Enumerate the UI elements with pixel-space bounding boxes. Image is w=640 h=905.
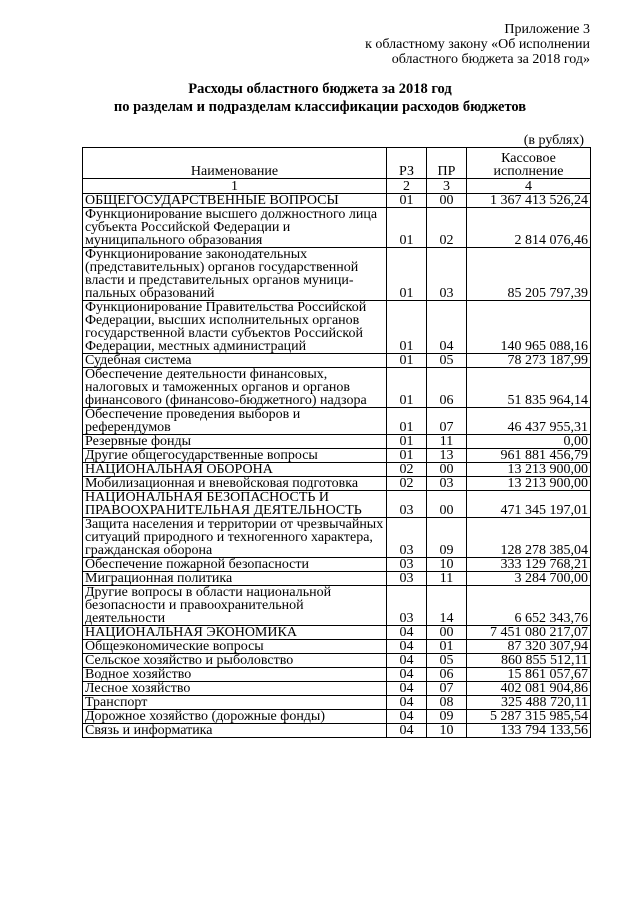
- row-pr: 03: [427, 248, 467, 301]
- row-sum: 471 345 197,01: [467, 491, 591, 518]
- row-pr: 14: [427, 586, 467, 626]
- row-pr: 00: [427, 463, 467, 477]
- row-rz: 01: [387, 408, 427, 435]
- column-number-row: [83, 179, 591, 194]
- row-name: Общеэкономические вопросы: [83, 640, 387, 654]
- row-rz: 01: [387, 435, 427, 449]
- row-rz: 01: [387, 449, 427, 463]
- row-sum: 15 861 057,67: [467, 668, 591, 682]
- row-sum: 0,00: [467, 435, 591, 449]
- table-row: [83, 248, 591, 301]
- row-name: Обеспечение проведения выборов и референдумов: [83, 408, 387, 435]
- header-pr: ПР: [427, 148, 467, 179]
- row-name: Мобилизационная и вневойсковая подготовка: [83, 477, 387, 491]
- row-pr: 06: [427, 368, 467, 408]
- row-rz: 01: [387, 208, 427, 248]
- table-row: [83, 668, 591, 682]
- row-rz: 04: [387, 668, 427, 682]
- row-rz: 01: [387, 354, 427, 368]
- row-pr: 04: [427, 301, 467, 354]
- row-name: Функционирование высшего должностного лица субъекта Российской Федерации и муниципального образования: [83, 208, 387, 248]
- table-row: [83, 572, 591, 586]
- row-pr: 00: [427, 491, 467, 518]
- table-row: [83, 586, 591, 626]
- row-rz: 04: [387, 654, 427, 668]
- row-pr: 07: [427, 682, 467, 696]
- row-rz: 02: [387, 477, 427, 491]
- row-sum: 1 367 413 526,24: [467, 194, 591, 208]
- row-name: Другие общегосударственные вопросы: [83, 449, 387, 463]
- row-name: Защита населения и территории от чрезвычайных ситуаций природного и техногенного характера, гражданская оборона: [83, 518, 387, 558]
- row-rz: 03: [387, 491, 427, 518]
- row-name: Обеспечение деятельности финансовых, налоговых и таможенных органов и органов финансового (финансово-бюджетного) надзора: [83, 368, 387, 408]
- appendix-line: Приложение 3: [504, 22, 590, 37]
- table-row: [83, 682, 591, 696]
- table-row: [83, 626, 591, 640]
- row-rz: 03: [387, 558, 427, 572]
- row-name: Связь и информатика: [83, 724, 387, 738]
- row-rz: 01: [387, 301, 427, 354]
- row-sum: 78 273 187,99: [467, 354, 591, 368]
- appendix-line: к областному закону «Об исполнении: [365, 37, 590, 52]
- table-row: [83, 696, 591, 710]
- row-name: Резервные фонды: [83, 435, 387, 449]
- table-row: [83, 194, 591, 208]
- budget-table: [82, 147, 591, 738]
- row-sum: 6 652 343,76: [467, 586, 591, 626]
- row-pr: 00: [427, 626, 467, 640]
- row-rz: 03: [387, 586, 427, 626]
- column-number: 2: [387, 179, 427, 194]
- row-pr: 05: [427, 354, 467, 368]
- row-name: Обеспечение пожарной безопасности: [83, 558, 387, 572]
- row-pr: 06: [427, 668, 467, 682]
- row-rz: 01: [387, 368, 427, 408]
- appendix-note: [290, 22, 590, 67]
- row-pr: 11: [427, 572, 467, 586]
- row-pr: 13: [427, 449, 467, 463]
- row-rz: 02: [387, 463, 427, 477]
- row-rz: 04: [387, 696, 427, 710]
- row-sum: 402 081 904,86: [467, 682, 591, 696]
- row-rz: 01: [387, 194, 427, 208]
- row-sum: 5 287 315 985,54: [467, 710, 591, 724]
- row-name: Функционирование Правительства Российской Федерации, высших исполнительных органов государственной власти субъектов Российской Федерации, местных администраций: [83, 301, 387, 354]
- row-name: ОБЩЕГОСУДАРСТВЕННЫЕ ВОПРОСЫ: [83, 194, 387, 208]
- row-name: НАЦИОНАЛЬНАЯ ОБОРОНА: [83, 463, 387, 477]
- row-pr: 08: [427, 696, 467, 710]
- row-name: Транспорт: [83, 696, 387, 710]
- row-sum: 2 814 076,46: [467, 208, 591, 248]
- row-name: Сельское хозяйство и рыболовство: [83, 654, 387, 668]
- row-sum: 46 437 955,31: [467, 408, 591, 435]
- table-row: [83, 208, 591, 248]
- row-name: НАЦИОНАЛЬНАЯ БЕЗОПАСНОСТЬ И ПРАВООХРАНИТЕЛЬНАЯ ДЕЯТЕЛЬНОСТЬ: [83, 491, 387, 518]
- table-row: [83, 463, 591, 477]
- table-row: [83, 558, 591, 572]
- header-name: Наименование: [83, 148, 387, 179]
- row-rz: 04: [387, 724, 427, 738]
- table-header-row: [83, 148, 591, 179]
- row-name: Функционирование законодательных (представительных) органов государственной власти и представительных органов муници-пальных образований: [83, 248, 387, 301]
- row-sum: 85 205 797,39: [467, 248, 591, 301]
- row-rz: 04: [387, 682, 427, 696]
- table-row: [83, 491, 591, 518]
- row-rz: 01: [387, 248, 427, 301]
- row-rz: 04: [387, 626, 427, 640]
- row-sum: 961 881 456,79: [467, 449, 591, 463]
- row-rz: 03: [387, 572, 427, 586]
- column-number: 3: [427, 179, 467, 194]
- table-row: [83, 518, 591, 558]
- row-rz: 03: [387, 518, 427, 558]
- table-row: [83, 408, 591, 435]
- table-row: [83, 710, 591, 724]
- appendix-line: областного бюджета за 2018 год»: [391, 52, 590, 67]
- title-line: Расходы областного бюджета за 2018 год: [188, 81, 452, 97]
- header-rz: РЗ: [387, 148, 427, 179]
- table-row: [83, 368, 591, 408]
- column-number: 4: [467, 179, 591, 194]
- table-row: [83, 449, 591, 463]
- row-pr: 10: [427, 724, 467, 738]
- row-pr: 10: [427, 558, 467, 572]
- row-sum: 133 794 133,56: [467, 724, 591, 738]
- table-row: [83, 301, 591, 354]
- row-sum: 13 213 900,00: [467, 477, 591, 491]
- row-sum: 87 320 307,94: [467, 640, 591, 654]
- row-sum: 140 965 088,16: [467, 301, 591, 354]
- row-rz: 04: [387, 710, 427, 724]
- row-name: Миграционная политика: [83, 572, 387, 586]
- row-sum: 51 835 964,14: [467, 368, 591, 408]
- row-name: Лесное хозяйство: [83, 682, 387, 696]
- row-sum: 3 284 700,00: [467, 572, 591, 586]
- document-title: [0, 80, 640, 116]
- row-name: НАЦИОНАЛЬНАЯ ЭКОНОМИКА: [83, 626, 387, 640]
- row-sum: 325 488 720,11: [467, 696, 591, 710]
- row-sum: 333 129 768,21: [467, 558, 591, 572]
- row-sum: 7 451 080 217,07: [467, 626, 591, 640]
- row-pr: 07: [427, 408, 467, 435]
- row-pr: 05: [427, 654, 467, 668]
- row-name: Дорожное хозяйство (дорожные фонды): [83, 710, 387, 724]
- table-row: [83, 640, 591, 654]
- row-pr: 09: [427, 710, 467, 724]
- row-name: Водное хозяйство: [83, 668, 387, 682]
- row-pr: 09: [427, 518, 467, 558]
- row-pr: 03: [427, 477, 467, 491]
- table-row: [83, 435, 591, 449]
- row-pr: 01: [427, 640, 467, 654]
- row-pr: 02: [427, 208, 467, 248]
- row-pr: 11: [427, 435, 467, 449]
- row-sum: 13 213 900,00: [467, 463, 591, 477]
- title-line: по разделам и подразделам классификации расходов бюджетов: [113, 99, 527, 115]
- row-sum: 128 278 385,04: [467, 518, 591, 558]
- table-row: [83, 354, 591, 368]
- row-sum: 860 855 512,11: [467, 654, 591, 668]
- table-row: [83, 654, 591, 668]
- column-number: 1: [83, 179, 387, 194]
- row-name: Судебная система: [83, 354, 387, 368]
- table-row: [83, 477, 591, 491]
- row-rz: 04: [387, 640, 427, 654]
- table-row: [83, 724, 591, 738]
- unit-label: (в рублях): [523, 133, 584, 148]
- header-sum: Кассовое исполнение: [467, 148, 591, 179]
- row-pr: 00: [427, 194, 467, 208]
- row-name: Другие вопросы в области национальной безопасности и правоохранительной деятельности: [83, 586, 387, 626]
